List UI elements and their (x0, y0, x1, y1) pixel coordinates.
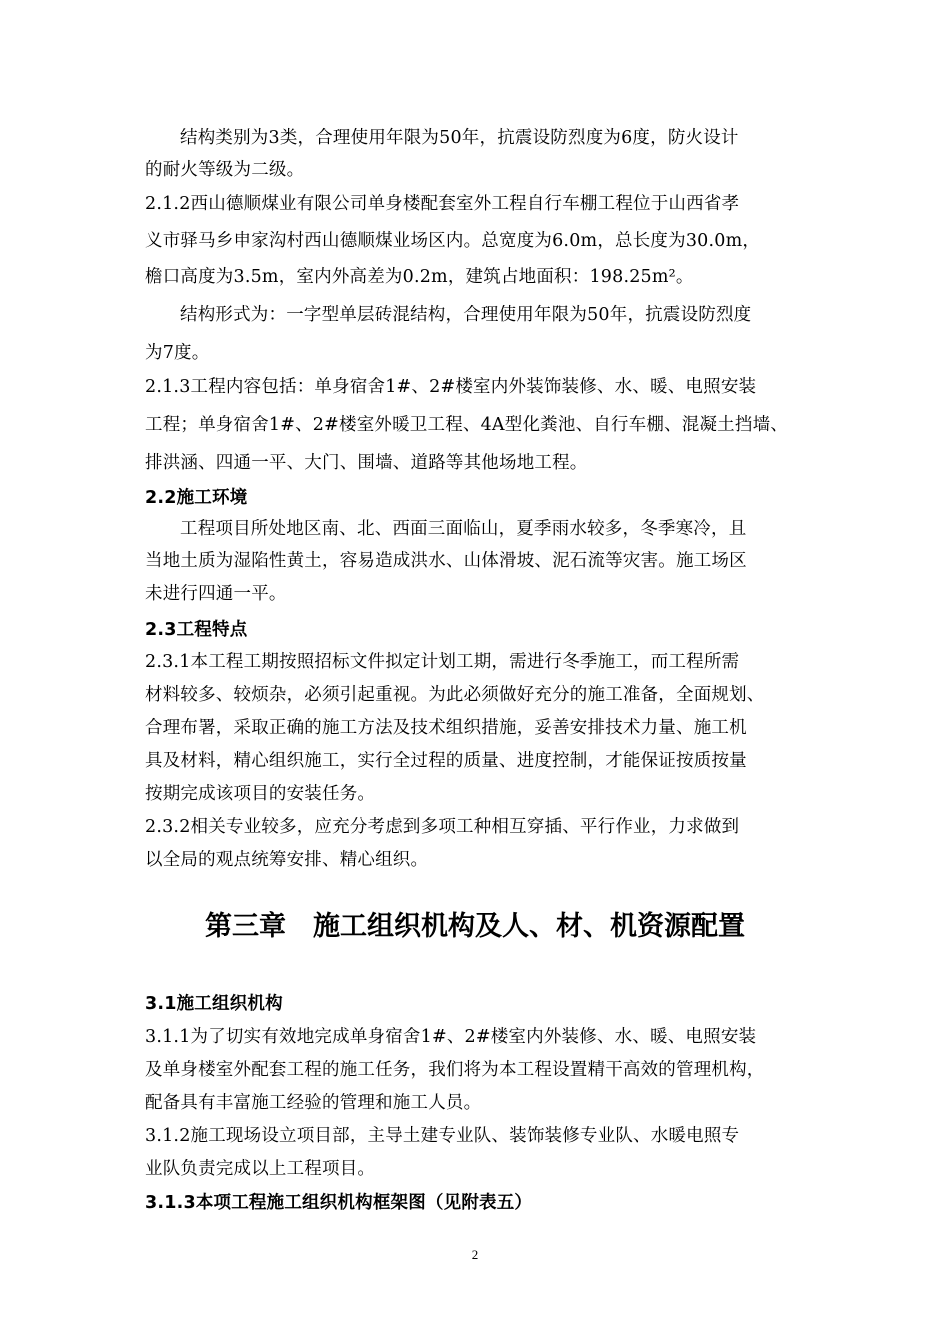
paragraph-line: 合理布署，采取正确的施工方法及技术组织措施，妥善安排技术力量、施工机 (145, 718, 747, 738)
paragraph-line: 2.1.3工程内容包括：单身宿舍1#、2#楼室内外装饰装修、水、暖、电照安装 (145, 377, 757, 397)
section-heading-2-3: 2.3工程特点 (145, 620, 248, 640)
page-number: 2 (471, 1247, 479, 1262)
paragraph-line: 及单身楼室外配套工程的施工任务，我们将为本工程设置精干高效的管理机构， (145, 1060, 765, 1080)
paragraph-line: 2.1.2西山德顺煤业有限公司单身楼配套室外工程自行车棚工程位于山西省孝 (145, 194, 740, 214)
paragraph-line: 未进行四通一平。 (145, 584, 287, 604)
paragraph-line: 具及材料，精心组织施工，实行全过程的质量、进度控制，才能保证按质按量 (145, 751, 747, 771)
paragraph-line: 以全局的观点统筹安排、精心组织。 (145, 850, 429, 870)
paragraph-line: 3.1.2施工现场设立项目部，主导土建专业队、装饰装修专业队、水暖电照专 (145, 1126, 740, 1146)
paragraph-line: 材料较多、较烦杂，必须引起重视。为此必须做好充分的施工准备，全面规划、 (145, 685, 765, 705)
paragraph-line: 为7度。 (145, 343, 210, 363)
section-heading-2-2: 2.2施工环境 (145, 488, 248, 508)
paragraph-line: 的耐火等级为二级。 (145, 160, 305, 180)
paragraph-line: 工程；单身宿舍1#、2#楼室外暖卫工程、4A型化粪池、自行车棚、混凝土挡墙、 (145, 415, 788, 435)
paragraph-line: 义市驿马乡申家沟村西山德顺煤业场区内。总宽度为6.0m，总长度为30.0m， (145, 231, 761, 251)
paragraph-line: 工程项目所处地区南、北、西面三面临山，夏季雨水较多，冬季寒冷，且 (180, 519, 747, 539)
section-heading-3-1: 3.1施工组织机构 (145, 994, 283, 1014)
chapter-title: 第三章 施工组织机构及人、材、机资源配置 (205, 911, 745, 942)
paragraph-line: 业队负责完成以上工程项目。 (145, 1159, 376, 1179)
paragraph-line: 2.3.2相关专业较多，应充分考虑到多项工种相互穿插、平行作业，力求做到 (145, 817, 740, 837)
paragraph-line: 配备具有丰富施工经验的管理和施工人员。 (145, 1093, 482, 1113)
paragraph-line: 3.1.1为了切实有效地完成单身宿舍1#、2#楼室内外装修、水、暖、电照安装 (145, 1027, 757, 1047)
paragraph-line: 2.3.1本工程工期按照招标文件拟定计划工期，需进行冬季施工，而工程所需 (145, 652, 740, 672)
paragraph-line: 结构类别为3类，合理使用年限为50年，抗震设防烈度为6度，防火设计 (180, 128, 739, 148)
paragraph-line: 排洪涵、四通一平、大门、围墙、道路等其他场地工程。 (145, 453, 588, 473)
paragraph-line: 结构形式为：一字型单层砖混结构，合理使用年限为50年，抗震设防烈度 (180, 305, 752, 325)
section-heading-3-1-3: 3.1.3本项工程施工组织机构框架图（见附表五） (145, 1193, 533, 1213)
paragraph-line: 当地土质为湿陷性黄土，容易造成洪水、山体滑坡、泥石流等灾害。施工场区 (145, 551, 747, 571)
paragraph-line: 檐口高度为3.5m，室内外高差为0.2m，建筑占地面积：198.25m²。 (145, 267, 694, 287)
paragraph-line: 按期完成该项目的安装任务。 (145, 784, 376, 804)
